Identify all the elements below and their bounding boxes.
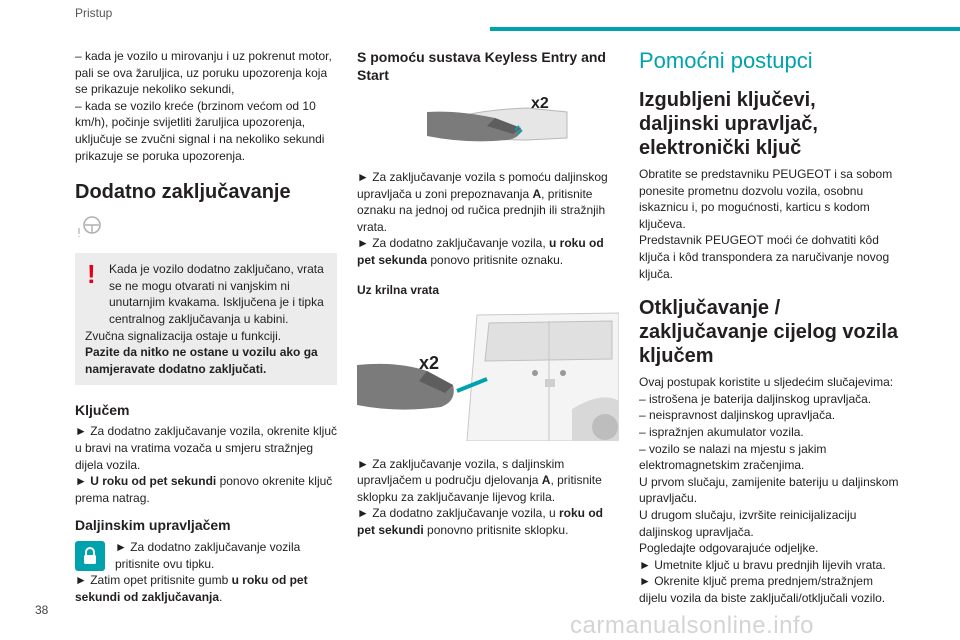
unlock-text-4: – ispražnjen akumulator vozila. [639, 424, 804, 439]
unlock-with-key-title: Otključavanje / zaključavanje cijelog vozila ključem [639, 297, 899, 368]
unlock-text-10: ► Okrenite ključ prema prednjem/stražnjem dijelu vozila da biste zaključali/otključali vozilo. [639, 574, 886, 605]
lost-keys-text-1: Obratite se predstavniku PEUGEOT i sa sobom ponesite prometnu dozvolu vozila, osobnu iskaznicu i, po mogućnosti, karticu s kodom ključeva. [639, 167, 893, 231]
unlock-text-8: Pogledajte odgovarajuće odjeljke. [639, 541, 819, 556]
keyless-step-2: ► Za dodatno zaključavanje vozila, u roku od pet sekunda ponovo pritisnite oznaku. [357, 236, 604, 267]
remote-subtitle: Daljinskim upravljačem [75, 517, 231, 534]
key-subtitle: Ključem [75, 402, 130, 419]
lost-keys-title: Izgubljeni ključevi, daljinski upravljač, elektronički ključ [639, 89, 818, 159]
lost-keys-text-2: Predstavnik PEUGEOT moći će dohvatiti kôd ključa i kôd transpondera za naručivanje novog ključa. [639, 233, 890, 281]
key-step-1: ► Za dodatno zaključavanje vozila, okrenite ključ u bravi na vratima vozača u smjeru stražnjeg dijela vozila. [75, 424, 338, 472]
warning-text-2: Zvučna signalizacija ostaje u funkciji. [85, 328, 282, 343]
handle-illustration-1 [417, 90, 619, 161]
column-2 [357, 48, 619, 539]
unlock-text-1: Ovaj postupak koristite u sljedećim slučajevima: [639, 375, 894, 390]
deadlock-title: Dodatno zaključavanje [75, 181, 291, 204]
van-illustration [357, 309, 619, 446]
unlock-text-5: – vozilo se nalazi na mjestu s jakim elektromagnetskim zračenjima. [639, 441, 827, 473]
unlock-text-3: – neispravnost daljinskog upravljača. [639, 408, 836, 423]
unlock-text-9: ► Umetnite ključ u bravu prednjih lijevih vrata. [639, 557, 886, 572]
remote-step-1: ► Za dodatno zaključavanje vozila pritisnite ovu tipku. [115, 540, 301, 571]
warning-text-1: Kada je vozilo dodatno zaključano, vrata se ne mogu otvarati ni vanjskim ni unutarnjim kvakama. Isključena je i tipka centralnog zaključavanja u kabini. [109, 262, 324, 326]
warning-bold-text: Pazite da nitko ne ostane u vozilu ako ga namjeravate dodatno zaključati. [85, 345, 318, 376]
section-header: Pristup [75, 6, 113, 20]
watermark: carmanualsonline.info [570, 612, 814, 639]
barn-doors-subtitle: Uz krilna vrata [357, 282, 440, 297]
key-step-2: ► U roku od pet sekundi ponovo okrenite ključ prema natrag. [75, 474, 333, 505]
header-accent-bar [490, 27, 960, 31]
intro-paragraph-1: – kada je vozilo u mirovanju i uz pokrenut motor, pali se ova žaruljica, uz poruku upozorenja koja se prikazuje nekoliko sekundi, [75, 49, 332, 97]
barn-step-2: ► Za dodatno zaključavanje vozila, u roku od pet sekundi ponovno pritisnite sklopku. [357, 506, 603, 537]
remote-step-2: ► Zatim opet pritisnite gumb u roku od pet sekundi od zaključavanja. [75, 573, 308, 605]
column-3 [639, 48, 901, 606]
unlock-text-6: U prvom slučaju, zamijenite bateriju u daljinskom upravljaču. [639, 474, 899, 506]
keyless-step-1: ► Za zaključavanje vozila s pomoću daljinskog upravljača u zoni prepoznavanja A, pritisnite oznaku na jednoj od ručica prednjih ili stražnjih vrata. [357, 170, 608, 234]
column-1 [75, 48, 337, 606]
keyless-title: S pomoću sustava Keyless Entry and Start [357, 49, 606, 83]
backup-procedures-title: Pomoćni postupci [639, 48, 813, 73]
unlock-text-2: – istrošena je baterija daljinskog upravljača. [639, 391, 872, 406]
unlock-text-7: U drugom slučaju, izvršite reinicijalizaciju daljinskog upravljača. [639, 507, 857, 539]
exclamation-icon: ! [87, 259, 96, 290]
deadlock-warning-box [75, 253, 337, 385]
x2-label-2: x2 [419, 352, 440, 373]
padlock-icon [75, 541, 105, 571]
x2-label: x2 [531, 95, 549, 112]
page-number: 38 [35, 603, 49, 617]
barn-step-1: ► Za zaključavanje vozila, s daljinskim upravljačem u području djelovanja A, pritisnite sklopku za zaključavanje lijevog krila. [357, 456, 602, 504]
steering-warning-icon [75, 214, 337, 243]
intro-paragraph-2: – kada se vozilo kreće (brzinom većom od 10 km/h), počinje svijetliti žaruljica upozorenja, uključuje se zvučni signal i na nekoliko sekundi prikazuje se poruka upozorenja. [75, 98, 325, 163]
